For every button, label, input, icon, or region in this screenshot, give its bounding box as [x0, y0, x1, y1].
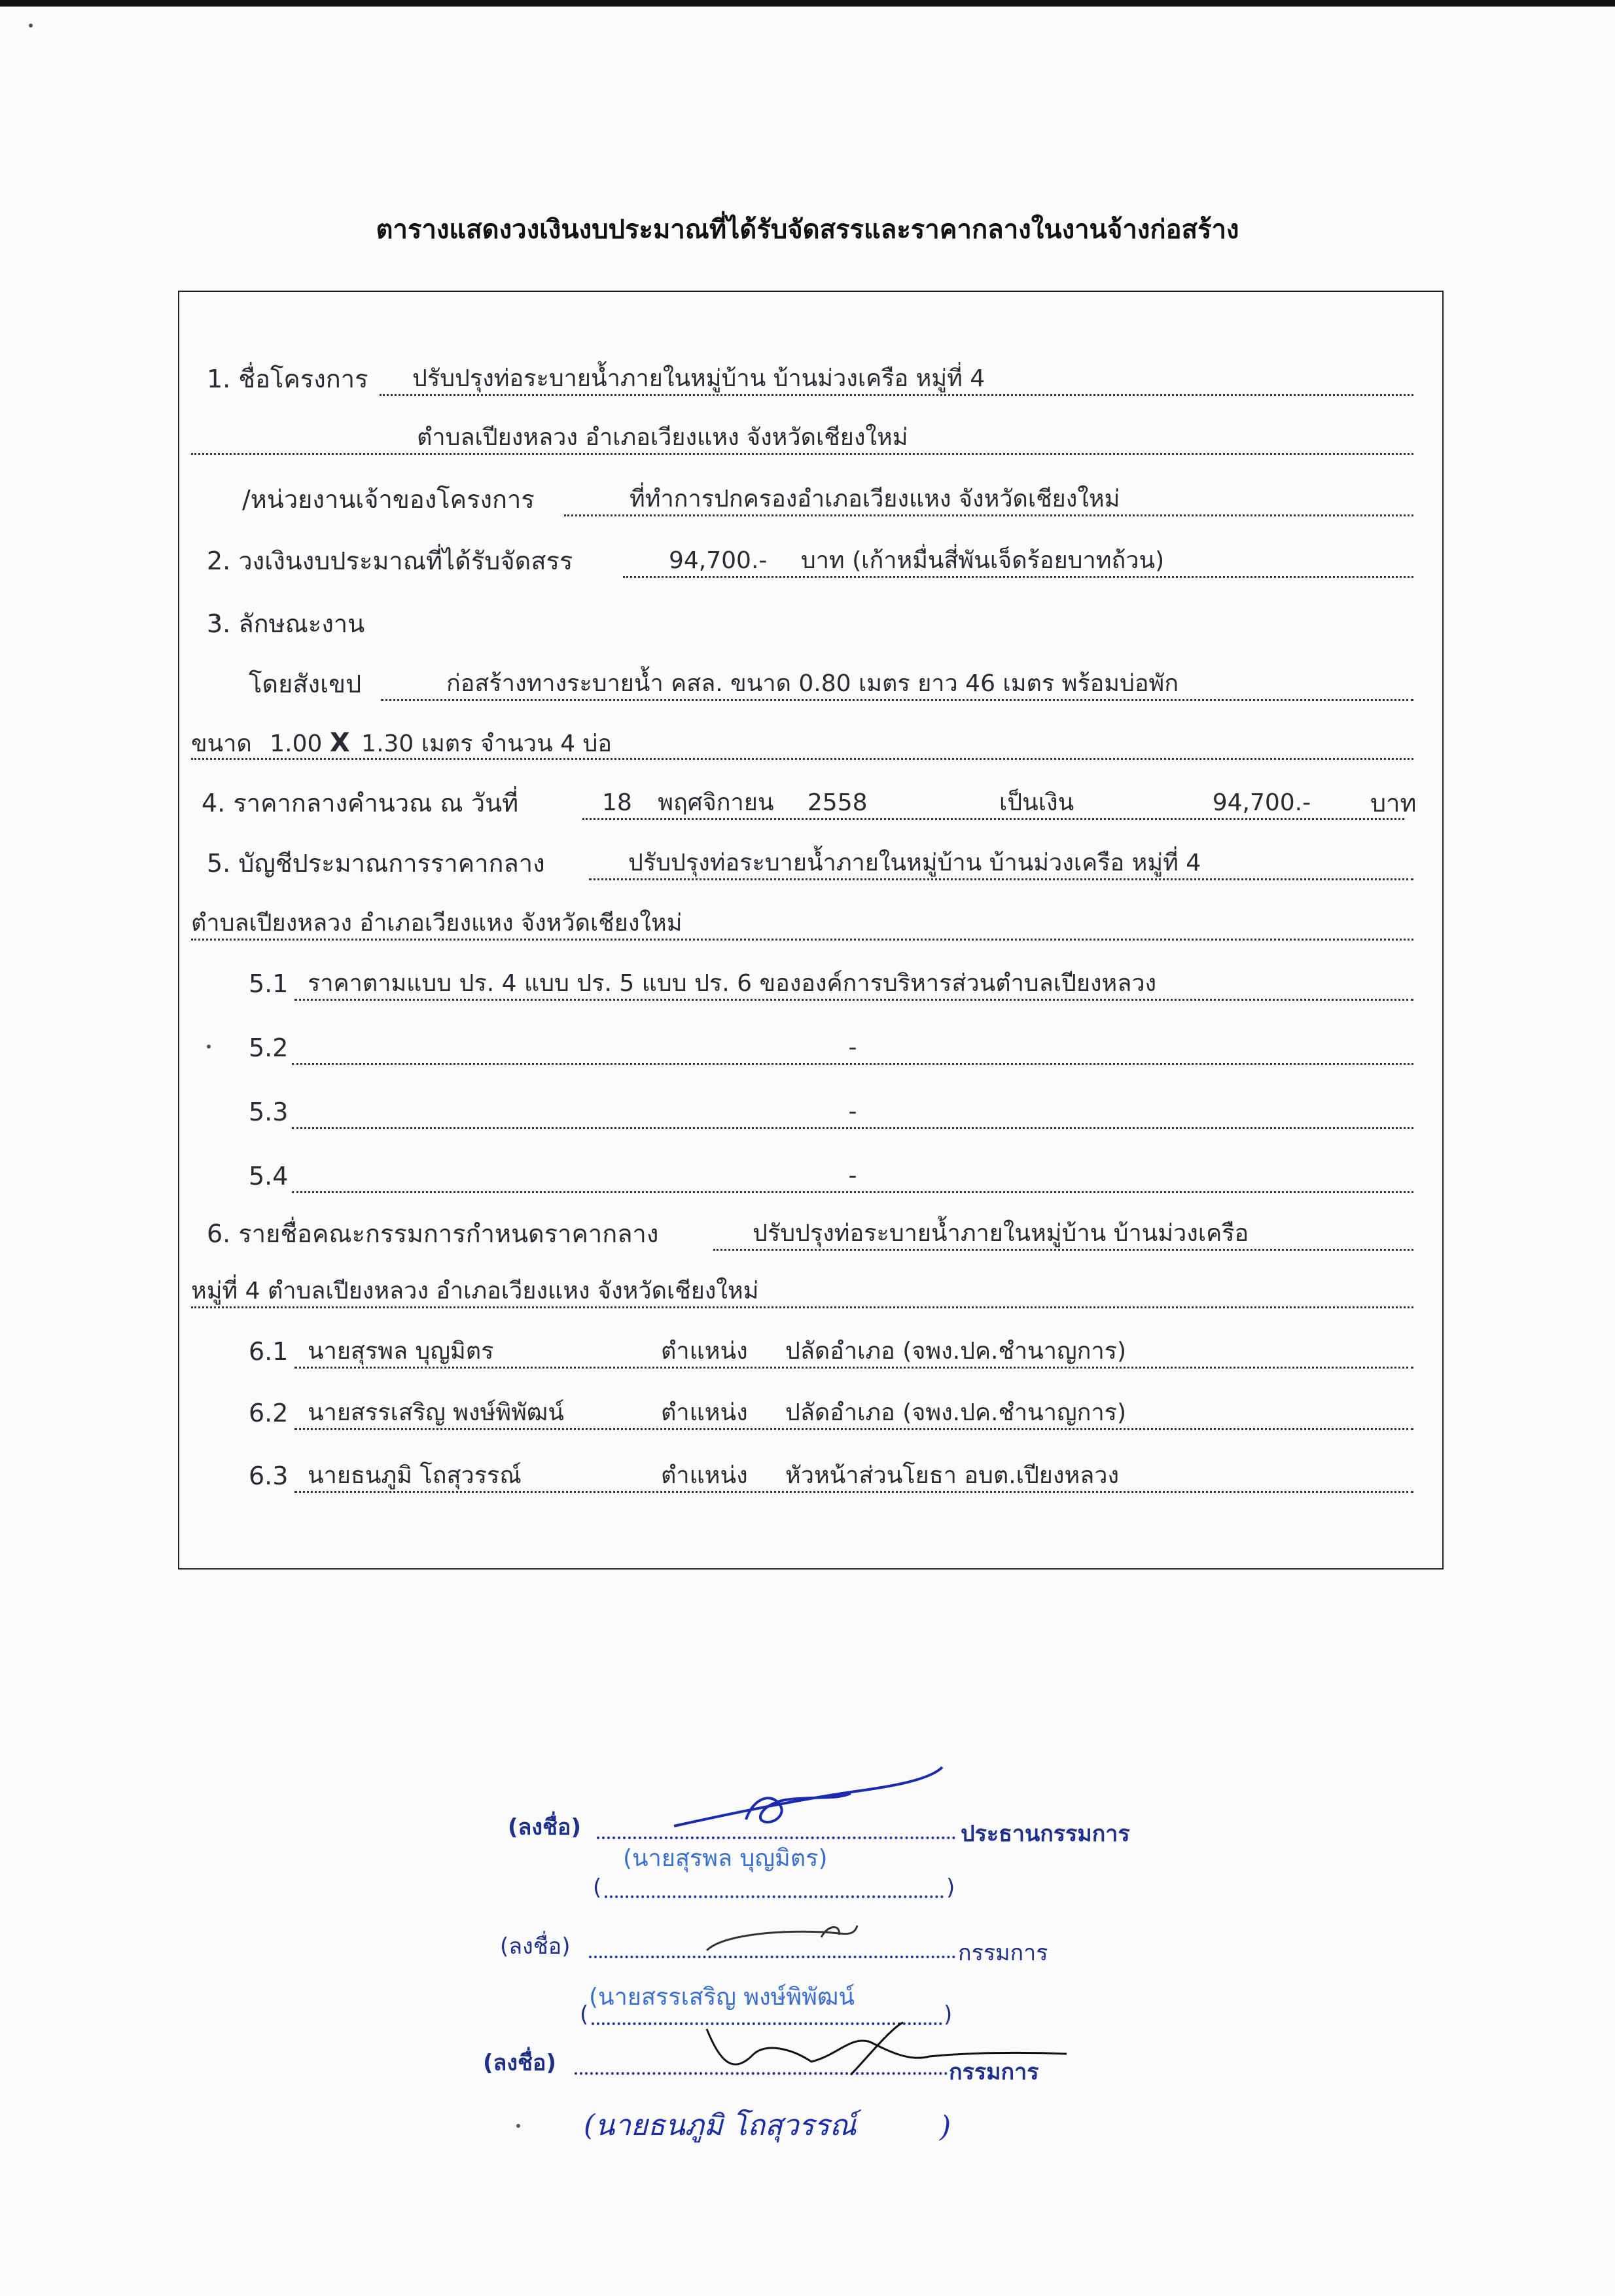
item2-amount: 94,700.- [669, 547, 768, 574]
sign-label: (ลงชื่อ) [483, 2050, 557, 2076]
item3-size-x: X [329, 728, 350, 758]
item5-sub-num: 5.2 [249, 1033, 289, 1062]
role-chairman: ประธานกรรมการ [961, 1821, 1130, 1847]
item6-name-line2: หมู่ที่ 4 ตำบลเปียงหลวง อำเภอเวียงแหง จังหวัดเชียงใหม่ [191, 1278, 759, 1304]
member-name: นายสุรพล บุญมิตร [308, 1338, 494, 1365]
item5-sub-field [292, 1097, 1413, 1129]
name-stamp: (นายสรรเสริญ พงษ์พิพัฒน์ [589, 1984, 855, 2011]
item4-amount: 94,700.- [1212, 789, 1311, 816]
item5-name-line2: ตำบลเปียงหลวง อำเภอเวียงแหง จังหวัดเชียงใหม่ [191, 910, 683, 937]
handwritten-signature [694, 1911, 864, 1964]
open-paren: ( [580, 2001, 589, 2028]
item5-sub-text: - [848, 1034, 857, 1061]
member-position-label: ตำแหน่ง [661, 1338, 748, 1365]
member-row [294, 1461, 1413, 1493]
item5-sub-text: ราคาตามแบบ ปร. 4 แบบ ปร. 5 แบบ ปร. 6 ขององค์การบริหารส่วนตำบลเปียงหลวง [308, 970, 1157, 997]
item6-name-line1-field [713, 1219, 1413, 1251]
item1-name-line2: ตำบลเปียงหลวง อำเภอเวียงแหง จังหวัดเชียงใหม่ [417, 424, 908, 451]
item1-label: 1. ชื่อโครงการ [207, 365, 368, 393]
member-row [294, 1336, 1413, 1369]
handwritten-signature [654, 1741, 942, 1852]
item5-sub-text: - [848, 1162, 857, 1189]
item4-field [582, 788, 1404, 820]
member-position: ปลัดอำเภอ (จพง.ปค.ชำนาญการ) [785, 1338, 1127, 1365]
item4-day: 18 [602, 789, 632, 816]
member-num: 6.1 [249, 1337, 289, 1366]
item4-amount-label: เป็นเงิน [999, 789, 1074, 816]
sign-label: (ลงชื่อ) [500, 1933, 571, 1960]
item5-label: 5. บัญชีประมาณการราคากลาง [207, 849, 545, 878]
close-paren: ) [940, 2110, 951, 2144]
sign-label: (ลงชื่อ) [508, 1814, 582, 1840]
member-name: นายธนภูมิ โถสุวรรณ์ [308, 1462, 522, 1489]
item6-name-line2-field [191, 1276, 1413, 1308]
member-position: หัวหน้าส่วนโยธา อบต.เปียงหลวง [785, 1462, 1120, 1489]
role-member: กรรมการ [949, 2059, 1039, 2085]
item3-summary-line1: ก่อสร้างทางระบายน้ำ คสล. ขนาด 0.80 เมตร ยาว 46 เมตร พร้อมบ่อพัก [446, 670, 1179, 697]
item5-name-line1: ปรับปรุงท่อระบายน้ำภายในหมู่บ้าน บ้านม่วงเครือ หมู่ที่ 4 [628, 850, 1201, 876]
role-member: กรรมการ [958, 1940, 1048, 1966]
item2-field [623, 546, 1413, 578]
member-name: นายสรรเสริญ พงษ์พิพัฒน์ [308, 1399, 564, 1426]
scan-speck [29, 24, 33, 27]
name-stamp: (นายสุรพล บุญมิตร) [623, 1845, 828, 1872]
item6-name-line1: ปรับปรุงท่อระบายน้ำภายในหมู่บ้าน บ้านม่วงเครือ [753, 1220, 1249, 1247]
document-title: ตารางแสดงวงเงินงบประมาณที่ได้รับจัดสรรและราคากลางในงานจ้างก่อสร้าง [376, 215, 1239, 245]
item4-year: 2558 [807, 789, 868, 816]
member-position-label: ตำแหน่ง [661, 1399, 748, 1426]
item3-label: 3. ลักษณะงาน [207, 609, 365, 638]
item5-sub-num: 5.1 [249, 969, 289, 998]
member-position-label: ตำแหน่ง [661, 1462, 748, 1489]
item1-name-line1: ปรับปรุงท่อระบายน้ำภายในหมู่บ้าน บ้านม่วงเครือ หมู่ที่ 4 [412, 365, 985, 392]
item3-summary-label: โดยสังเขป [249, 670, 362, 698]
item4-unit: บาท [1370, 789, 1417, 817]
item1-name-line2-field [191, 423, 1413, 455]
item5-name-line2-field [191, 908, 1413, 941]
item3-size-field [191, 728, 1413, 760]
item5-sub-num: 5.4 [249, 1162, 289, 1191]
item5-name-line1-field [589, 848, 1413, 880]
item3-size-a: 1.00 [270, 730, 323, 757]
close-paren: ) [944, 2001, 953, 2028]
open-paren: ( [593, 1874, 602, 1901]
item1-owner-field [564, 484, 1413, 516]
item5-sub-num: 5.3 [249, 1098, 289, 1126]
member-num: 6.2 [249, 1399, 289, 1427]
item5-sub-field [294, 969, 1413, 1001]
item1-owner: ที่ทำการปกครองอำเภอเวียงแหง จังหวัดเชียงใหม่ [630, 486, 1120, 512]
member-row [294, 1398, 1413, 1430]
handwritten-signature [694, 2016, 1073, 2094]
item1-name-line1-field [380, 364, 1413, 396]
item5-sub-text: - [848, 1098, 857, 1125]
item3-size-label: ขนาด [191, 730, 252, 757]
scan-top-edge [0, 0, 1615, 7]
item5-sub-field [292, 1033, 1413, 1065]
member-num: 6.3 [249, 1462, 289, 1490]
close-paren: ) [946, 1874, 955, 1901]
item4-month: พฤศจิกายน [658, 789, 774, 816]
item6-label: 6. รายชื่อคณะกรรมการกำหนดราคากลาง [207, 1219, 659, 1248]
scan-speck [516, 2124, 520, 2128]
name-line [605, 1895, 944, 1898]
item2-label: 2. วงเงินงบประมาณที่ได้รับจัดสรร [207, 547, 573, 575]
item5-sub-field [292, 1161, 1413, 1193]
member-position: ปลัดอำเภอ (จพง.ปค.ชำนาญการ) [785, 1399, 1127, 1426]
handwritten-name: (นายธนภูมิ โถสุวรรณ์ [584, 2109, 857, 2142]
item3-summary-field [381, 669, 1413, 701]
item3-size-rest: 1.30 เมตร จำนวน 4 บ่อ [361, 730, 612, 757]
item2-text: บาท (เก้าหมื่นสี่พันเจ็ดร้อยบาทถ้วน) [800, 547, 1165, 574]
item1-owner-label: /หน่วยงานเจ้าของโครงการ [242, 485, 535, 514]
item4-label: 4. ราคากลางคำนวณ ณ วันที่ [202, 789, 519, 817]
